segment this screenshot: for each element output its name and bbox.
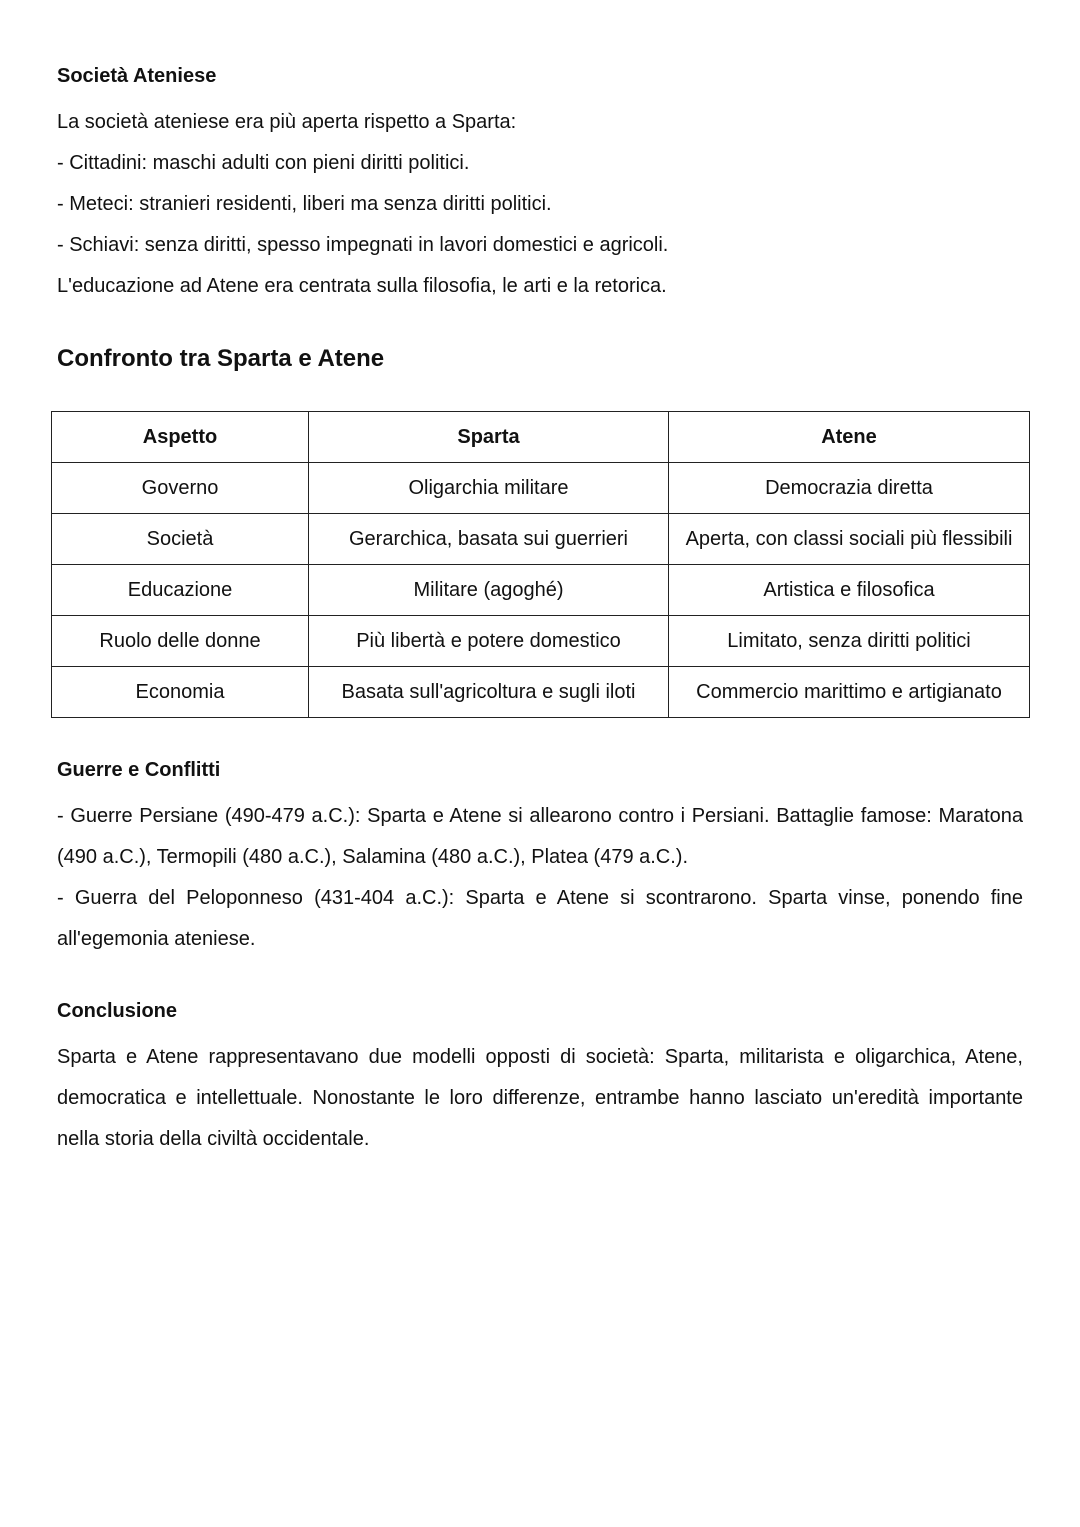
comparison-table	[51, 411, 1030, 718]
cell-sparta: Più libertà e potere domestico	[309, 616, 669, 667]
section-heading-conclusion: Conclusione	[57, 1000, 178, 1022]
paragraph-peloponnesian-war: - Guerra del Peloponneso (431-404 a.C.): Sparta e Atene si scontrarono. Sparta vinse, ponendo fine all'egemonia ateniese.	[57, 887, 1023, 950]
cell-sparta: Basata sull'agricoltura e sugli iloti	[309, 667, 669, 718]
list-item-slaves: - Schiavi: senza diritti, spesso impegnati in lavori domestici e agricoli.	[57, 234, 669, 256]
cell-aspect: Ruolo delle donne	[52, 616, 309, 667]
section-heading-comparison: Confronto tra Sparta e Atene	[57, 345, 385, 372]
table-row	[52, 667, 1030, 718]
athenian-society-intro: La società ateniese era più aperta rispetto a Sparta:	[57, 111, 517, 133]
conclusion-body	[57, 1037, 1023, 1160]
cell-athens: Limitato, senza diritti politici	[669, 616, 1030, 667]
list-item-citizens: - Cittadini: maschi adulti con pieni diritti politici.	[57, 152, 470, 174]
table-header-row	[52, 412, 1030, 463]
cell-athens: Democrazia diretta	[669, 463, 1030, 514]
column-header-aspect: Aspetto	[52, 412, 309, 463]
wars-body	[57, 796, 1023, 960]
list-item-metics: - Meteci: stranieri residenti, liberi ma senza diritti politici.	[57, 193, 552, 215]
athenian-education-note: L'educazione ad Atene era centrata sulla filosofia, le arti e la retorica.	[57, 275, 667, 297]
cell-aspect: Educazione	[52, 565, 309, 616]
cell-aspect: Economia	[52, 667, 309, 718]
cell-sparta: Oligarchia militare	[309, 463, 669, 514]
section-heading-wars: Guerre e Conflitti	[57, 759, 221, 781]
paragraph-conclusion: Sparta e Atene rappresentavano due modelli opposti di società: Sparta, militarista e oligarchica, Atene, democratica e intellettuale. Nonostante le loro differenze, entrambe hanno lasciato un'eredità importante nella storia della civiltà occidentale.	[57, 1046, 1023, 1150]
cell-athens: Artistica e filosofica	[669, 565, 1030, 616]
cell-sparta: Gerarchica, basata sui guerrieri	[309, 514, 669, 565]
table-row	[52, 616, 1030, 667]
cell-aspect: Governo	[52, 463, 309, 514]
cell-sparta: Militare (agoghé)	[309, 565, 669, 616]
paragraph-persian-wars: - Guerre Persiane (490-479 a.C.): Sparta e Atene si allearono contro i Persiani. Battaglie famose: Maratona (490 a.C.), Termopili (480 a.C.), Salamina (480 a.C.), Platea (479 a.C.).	[57, 805, 1023, 868]
column-header-sparta: Sparta	[309, 412, 669, 463]
section-heading-athenian-society: Società Ateniese	[57, 65, 217, 87]
athenian-society-body	[57, 102, 1023, 307]
cell-athens: Commercio marittimo e artigianato	[669, 667, 1030, 718]
cell-aspect: Società	[52, 514, 309, 565]
column-header-athens: Atene	[669, 412, 1030, 463]
table-row	[52, 463, 1030, 514]
table-row	[52, 514, 1030, 565]
table-row	[52, 565, 1030, 616]
cell-athens: Aperta, con classi sociali più flessibili	[669, 514, 1030, 565]
